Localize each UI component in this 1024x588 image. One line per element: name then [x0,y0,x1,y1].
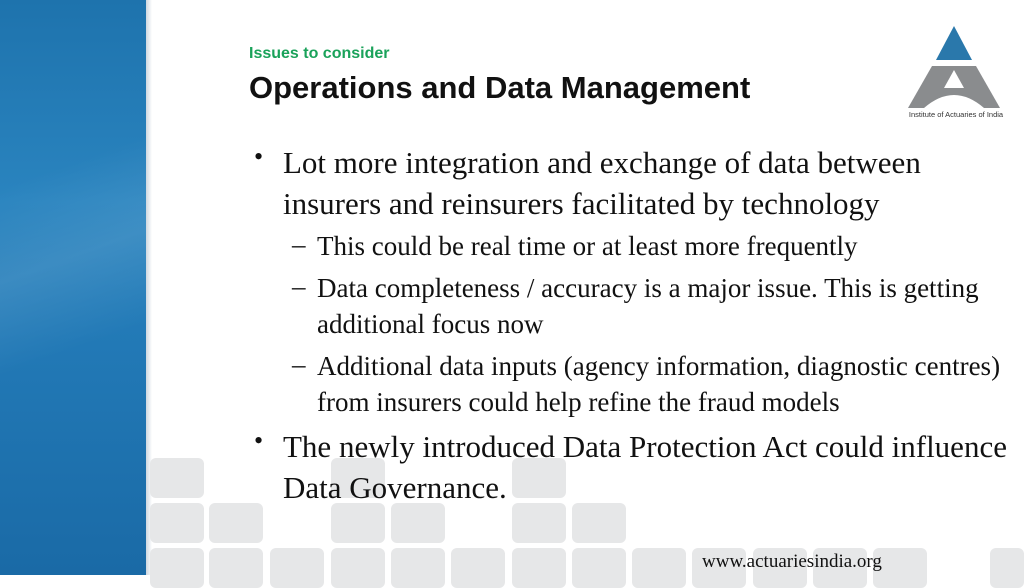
bullet-glyph: • [254,426,264,455]
dash-glyph: – [292,349,306,379]
logo-caption: Institute of Actuaries of India [908,110,1004,119]
bullet-item [250,426,1010,508]
bullet-item [250,142,1010,224]
bullet-text: Lot more integration and exchange of data between insurers and reinsurers facilitated by technology [283,145,921,221]
left-blue-band [0,0,146,575]
bullet-text: The newly introduced Data Protection Act could influence Data Governance. [283,429,1007,505]
footer-website-url[interactable]: www.actuariesindia.org [702,551,882,572]
bullet-glyph: • [254,142,264,171]
bullet-list [250,142,1010,512]
sub-bullet-item [250,270,1010,342]
iai-triangle-logo-icon [900,24,1008,124]
sub-bullet-text: Additional data inputs (agency information, diagnostic centres) from insurers could help refine the fraud models [317,351,1001,417]
sub-bullet-item [250,228,1010,264]
slide-title: Operations and Data Management [249,70,751,105]
dash-glyph: – [292,271,306,301]
section-subtitle: Issues to consider [249,45,390,62]
sub-bullet-item [250,348,1010,420]
sub-bullet-text: Data completeness / accuracy is a major issue. This is getting additional focus now [317,273,979,339]
sub-bullet-text: This could be real time or at least more frequently [317,231,858,261]
dash-glyph: – [292,229,306,259]
